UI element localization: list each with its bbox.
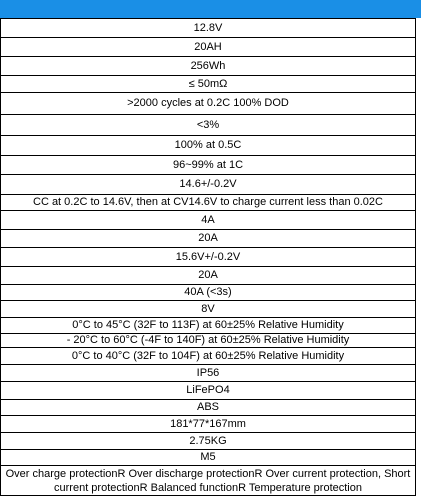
spec-value-cell: 181*77*167mm [1, 416, 416, 433]
spec-value-cell: LiFePO4 [1, 382, 416, 400]
table-row [1, 76, 416, 93]
spec-value-cell: 0°C to 45°C (32F to 113F) at 60±25% Relative Humidity [1, 318, 416, 334]
spec-value-cell: 96~99% at 1C [1, 156, 416, 175]
spec-value-cell: 20A [1, 267, 416, 285]
table-row [1, 466, 416, 496]
spec-value-cell: ABS [1, 400, 416, 416]
table-row [1, 334, 416, 348]
spec-value-cell: 12.8V [1, 19, 416, 38]
header-bar [0, 0, 421, 18]
spec-table [0, 18, 416, 496]
table-row [1, 175, 416, 195]
table-row [1, 365, 416, 382]
spec-value-cell: - 20°C to 60°C (-4F to 140F) at 60±25% Relative Humidity [1, 334, 416, 348]
table-row [1, 136, 416, 156]
table-row [1, 195, 416, 211]
spec-value-cell: 15.6V+/-0.2V [1, 248, 416, 267]
table-row [1, 285, 416, 301]
table-row [1, 400, 416, 416]
spec-table-body [1, 19, 416, 496]
spec-value-cell: 100% at 0.5C [1, 136, 416, 156]
table-row [1, 230, 416, 248]
spec-value-cell: 20AH [1, 38, 416, 57]
spec-value-cell: Over charge protectionR Over discharge protectionR Over current protection, Short current protectionR Balanced functionR Temperature protection [1, 466, 416, 496]
table-row [1, 211, 416, 230]
spec-value-cell: 14.6+/-0.2V [1, 175, 416, 195]
table-row [1, 38, 416, 57]
table-row [1, 156, 416, 175]
spec-value-cell: 8V [1, 301, 416, 318]
table-row [1, 248, 416, 267]
table-row [1, 416, 416, 433]
table-row [1, 348, 416, 365]
spec-value-cell: M5 [1, 450, 416, 466]
spec-value-cell: 20A [1, 230, 416, 248]
table-row [1, 382, 416, 400]
table-row [1, 19, 416, 38]
spec-value-cell: ≤ 50mΩ [1, 76, 416, 93]
table-row [1, 267, 416, 285]
spec-value-cell: <3% [1, 115, 416, 136]
spec-value-cell: >2000 cycles at 0.2C 100% DOD [1, 93, 416, 115]
spec-value-cell: 256Wh [1, 57, 416, 76]
spec-value-cell: 4A [1, 211, 416, 230]
spec-value-cell: IP56 [1, 365, 416, 382]
spec-value-cell: 0°C to 40°C (32F to 104F) at 60±25% Relative Humidity [1, 348, 416, 365]
spec-value-cell: 40A (<3s) [1, 285, 416, 301]
spec-value-cell: 2.75KG [1, 433, 416, 450]
table-row [1, 115, 416, 136]
table-row [1, 318, 416, 334]
table-row [1, 57, 416, 76]
table-row [1, 450, 416, 466]
table-row [1, 93, 416, 115]
spec-value-cell: CC at 0.2C to 14.6V, then at CV14.6V to charge current less than 0.02C [1, 195, 416, 211]
table-row [1, 433, 416, 450]
table-row [1, 301, 416, 318]
